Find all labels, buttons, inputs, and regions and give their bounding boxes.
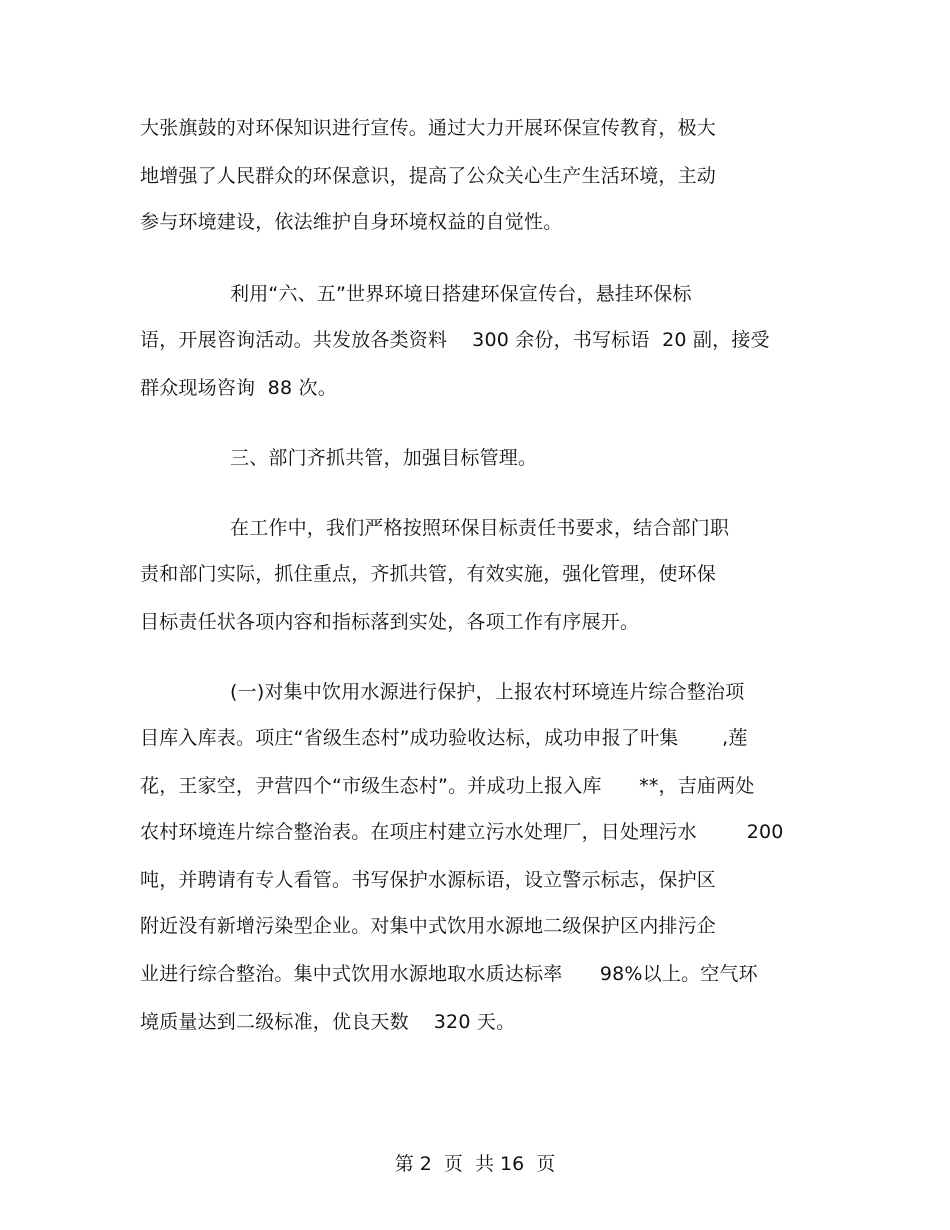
paragraph-4-line-3: 目标责任状各项内容和指标落到实处，各项工作有序展开。 [140,611,640,633]
paragraph-4-line-1: 在工作中，我们严格按照环保目标责任书要求，结合部门职 [230,517,730,539]
paragraph-5-line-2: 目库入库表。项庄“省级生态村”成功验收达标，成功申报了叶集 ,莲 [140,727,748,749]
paragraph-2-line-1: 利用“六、五”世界环境日搭建环保宣传台，悬挂环保标 [230,283,692,305]
page-number-footer: 第 2 页 共 16 页 [394,1153,556,1175]
paragraph-1-line-1: 大张旗鼓的对环保知识进行宣传。通过大力开展环保宣传教育，极大 [140,117,717,139]
section-heading-3: 三、部门齐抓共管，加强目标管理。 [230,447,538,469]
paragraph-5-line-7: 业进行综合整治。集中式饮用水源地取水质达标率 98%以上。空气环 [140,963,758,985]
paragraph-2-line-2: 语，开展咨询活动。共发放各类资料 300 余份，书写标语 20 副，接受 [140,329,770,351]
paragraph-5-line-4: 农村环境连片综合整治表。在项庄村建立污水处理厂，日处理污水 200 [140,821,784,843]
paragraph-5-line-6: 附近没有新增污染型企业。对集中式饮用水源地二级保护区内排污企 [140,915,717,937]
paragraph-5-line-1: (一)对集中饮用水源进行保护，上报农村环境连片综合整治项 [230,681,745,703]
paragraph-5-line-8: 境质量达到二级标准，优良天数 320 天。 [140,1011,516,1033]
paragraph-1-line-2: 地增强了人民群众的环保意识，提高了公众关心生产生活环境，主动 [140,165,717,187]
paragraph-5-line-3: 花，王家空，尹营四个“市级生态村”。并成功上报入库 **，吉庙两处 [140,775,755,797]
paragraph-5-line-5: 吨，并聘请有专人看管。书写保护水源标语，设立警示标志，保护区 [140,869,717,891]
paragraph-2-line-3: 群众现场咨询 88 次。 [140,377,337,399]
paragraph-4-line-2: 责和部门实际，抓住重点，齐抓共管，有效实施，强化管理，使环保 [140,563,717,585]
paragraph-1-line-3: 参与环境建设，依法维护自身环境权益的自觉性。 [140,211,563,233]
